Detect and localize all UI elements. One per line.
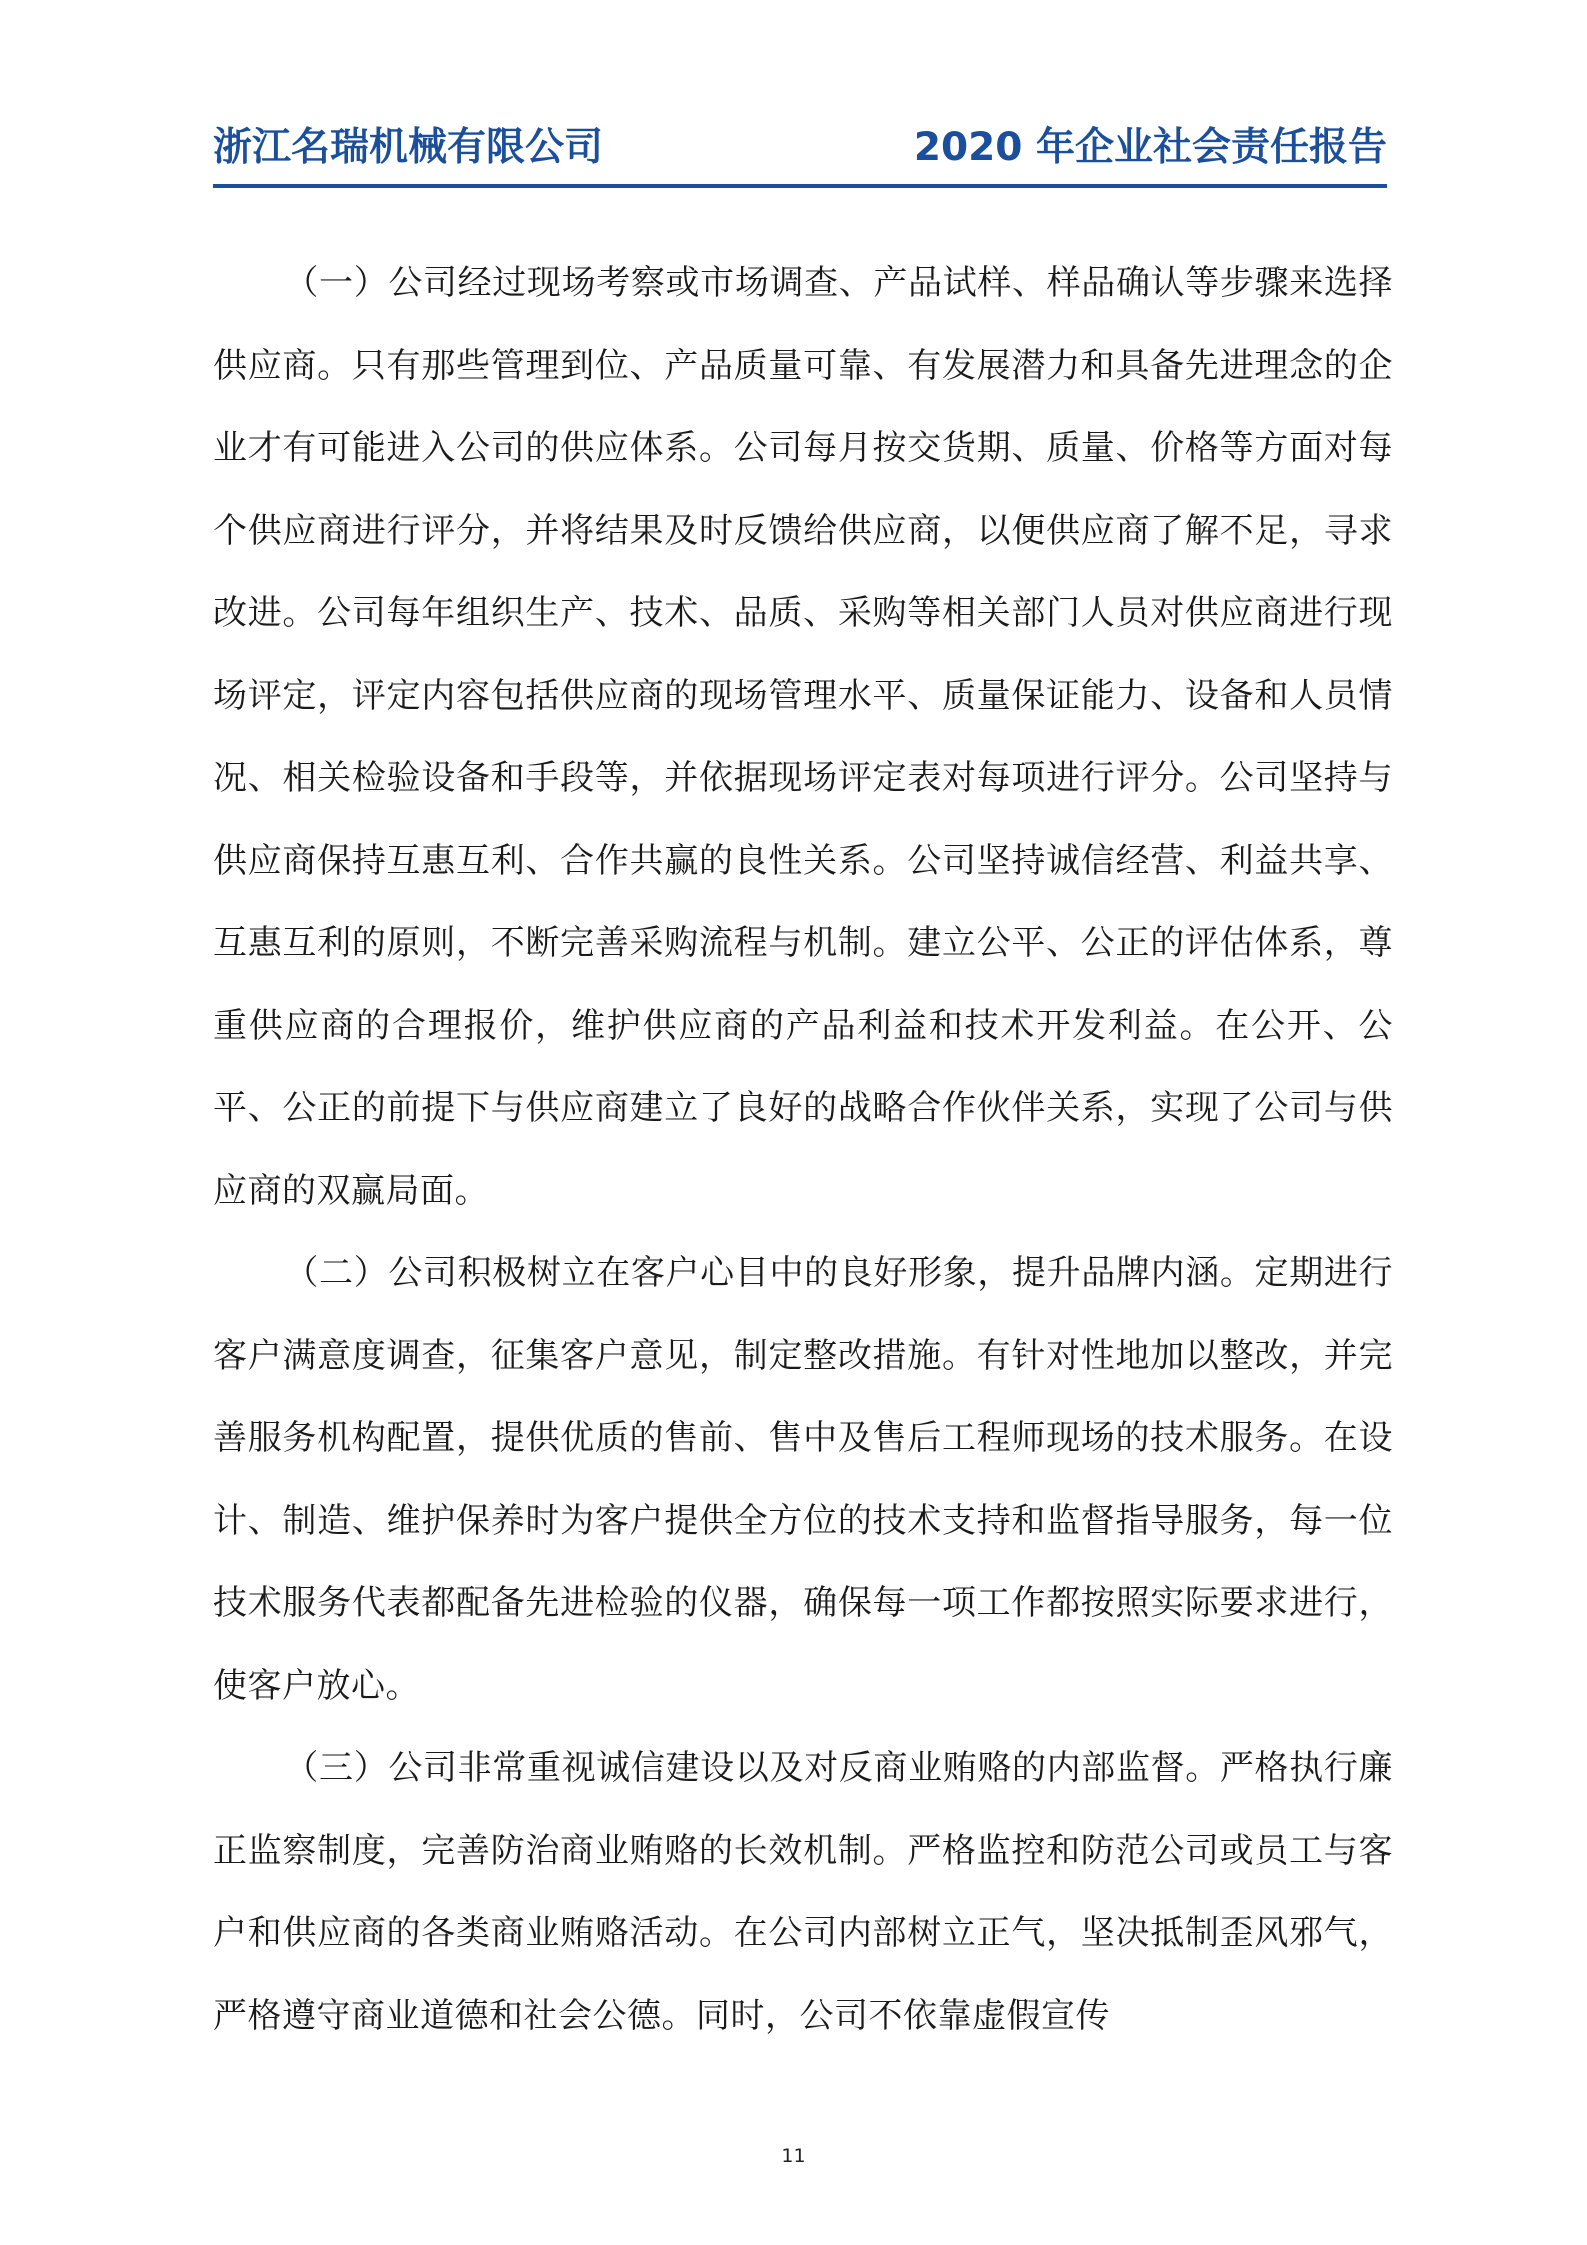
paragraph-supplier-management: （一）公司经过现场考察或市场调查、产品试样、样品确认等步骤来选择供应商。只有那些管理到位、产品质量可靠、有发展潜力和具备先进理念的企业才有可能进入公司的供应体系。公司每月按交货期、质量、价格等方面对每个供应商进行评分，并将结果及时反馈给供应商，以便供应商了解不足，寻求改进。公司每年组织生产、技术、品质、采购等相关部门人员对供应商进行现场评定，评定内容包括供应商的现场管理水平、质量保证能力、设备和人员情况、相关检验设备和手段等，并依据现场评定表对每项进行评分。公司坚持与供应商保持互惠互利、合作共赢的良性关系。公司坚持诚信经营、利益共享、互惠互利的原则，不断完善采购流程与机制。建立公平、公正的评估体系，尊重供应商的合理报价，维护供应商的产品利益和技术开发利益。在公开、公平、公正的前提下与供应商建立了良好的战略合作伙伴关系，实现了公司与供应商的双赢局面。 <box>213 263 1393 1211</box>
page-number: 11 <box>781 2145 806 2167</box>
page-header <box>213 118 1387 178</box>
paragraph-anti-bribery: （三）公司非常重视诚信建设以及对反商业贿赂的内部监督。严格执行廉正监察制度，完善防治商业贿赂的长效机制。严格监控和防范公司或员工与客户和供应商的各类商业贿赂活动。在公司内部树立正气，坚决抵制歪风邪气，严格遵守商业道德和社会公德。同时，公司不依靠虚假宣传 <box>213 1748 1393 2036</box>
header-divider <box>213 184 1387 188</box>
report-title: 2020 年企业社会责任报告 <box>913 125 1387 170</box>
company-name: 浙江名瑞机械有限公司 <box>213 125 604 170</box>
paragraph-customer-service: （二）公司积极树立在客户心目中的良好形象，提升品牌内涵。定期进行客户满意度调查，征集客户意见，制定整改措施。有针对性地加以整改，并完善服务机构配置，提供优质的售前、售中及售后工程师现场的技术服务。在设计、制造、维护保养时为客户提供全方位的技术支持和监督指导服务，每一位技术服务代表都配备先进检验的仪器，确保每一项工作都按照实际要求进行，使客户放心。 <box>213 1253 1393 1706</box>
body-text <box>213 242 1393 2057</box>
